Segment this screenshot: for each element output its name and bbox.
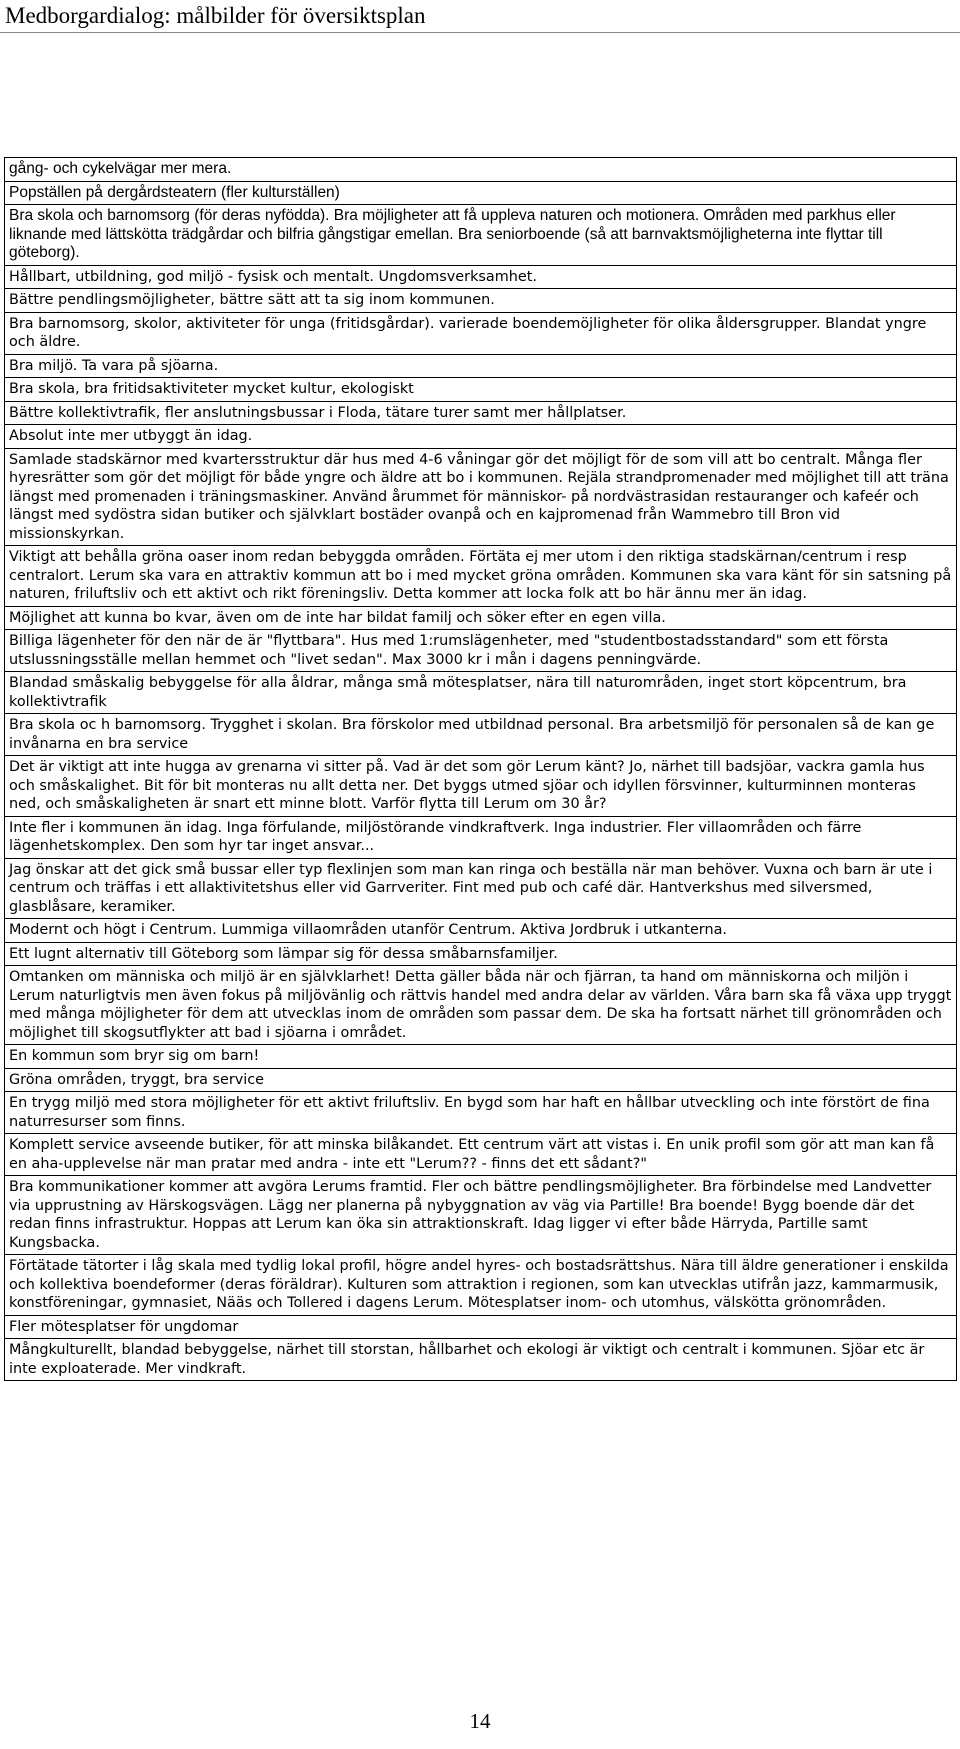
- response-row: Absolut inte mer utbyggt än idag.: [5, 424, 956, 448]
- response-row: Bra skola, bra fritidsaktiviteter mycket kultur, ekologiskt: [5, 377, 956, 401]
- response-row: Fler mötesplatser för ungdomar: [5, 1315, 956, 1339]
- response-row: Möjlighet att kunna bo kvar, även om de inte har bildat familj och söker efter en egen villa.: [5, 606, 956, 630]
- response-row: Omtanken om människa och miljö är en självklarhet! Detta gäller båda när och fjärran, ta hand om människorna och miljön i Lerum naturligtvis men även fokus på miljövänlig och rättvis handel med andra delar av världen. Våra barn ska få växa upp tryggt med många möjligheter för dem att utvecklas inom de områden som passar dem. De ska ha fortsatt närhet till grönområden och möjlighet till skogsutflykter att bad i sjöarna i området.: [5, 965, 956, 1044]
- response-row: Popställen på dergårdsteatern (fler kulturställen): [5, 181, 956, 205]
- response-row: Förtätade tätorter i låg skala med tydlig lokal profil, högre andel hyres- och bostadsrättshus. Nära till äldre generationer i enskilda och kollektiva boendeformer (deras föräldrar). Kulturen som attraktion i regionen, som kan utvecklas utifrån jazz, kammarmusik, konstföreningar, gymnasiet, Nääs och Tollered i dagens Lerum. Mötesplatser inom- och utomhus, välskötta grönområden.: [5, 1254, 956, 1315]
- response-row: Viktigt att behålla gröna oaser inom redan bebyggda områden. Förtäta ej mer utom i den riktiga stadskärnan/centrum i resp centralort. Lerum ska vara en attraktiv kommun att bo i med mycket gröna områden. Kommunen ska vara känt för sin satsning på naturen, friluftsliv och ett aktivt och rikt föreningsliv. Detta kommer att locka folk att bo här ännu mer än idag.: [5, 545, 956, 606]
- response-row: Bra skola och barnomsorg (för deras nyfödda). Bra möjligheter att få uppleva naturen och motionera. Områden med parkhus eller liknande med lättskötta trädgårdar och bilfria gångstigar emellan. Bra seniorboende (så att barnvaktsmöjligheterna inte flyttar till göteborg).: [5, 204, 956, 265]
- response-row: gång- och cykelvägar mer mera.: [9, 160, 232, 177]
- page-number: 14: [469, 1709, 491, 1733]
- title-divider: [0, 32, 960, 33]
- response-row: Ett lugnt alternativ till Göteborg som lämpar sig för dessa småbarnsfamiljer.: [5, 942, 956, 966]
- response-row: Hållbart, utbildning, god miljö - fysisk och mentalt. Ungdomsverksamhet.: [5, 265, 956, 289]
- response-row: Bra miljö. Ta vara på sjöarna.: [5, 354, 956, 378]
- response-row: Bättre pendlingsmöjligheter, bättre sätt att ta sig inom kommunen.: [5, 288, 956, 312]
- response-row: Inte fler i kommunen än idag. Inga förfulande, miljöstörande vindkraftverk. Inga industrier. Fler villaområden och färre lägenhetskomplex. Den som hyr tar inget ansvar...: [5, 816, 956, 858]
- response-row: En trygg miljö med stora möjligheter för ett aktivt friluftsliv. En bygd som har haft en hållbar utveckling och inte förstört de fina naturresurser som finns.: [5, 1091, 956, 1133]
- response-row: Bra skola oc h barnomsorg. Trygghet i skolan. Bra förskolor med utbildnad personal. Bra arbetsmiljö för personalen så de kan ge invånarna en bra service: [5, 713, 956, 755]
- response-row: Billiga lägenheter för den när de är "flyttbara". Hus med 1:rumslägenheter, med "studentbostadsstandard" som ett första utslussningsställe mellan hemmet och "livet sedan". Max 3000 kr i mån i dagens penningvärde.: [5, 629, 956, 671]
- response-table: [4, 157, 957, 1381]
- response-row: Komplett service avseende butiker, för att minska bilåkandet. Ett centrum värt att vistas i. En unik profil som gör att man kan få en aha-upplevelse när man pratar med andra - inte ett "Lerum?? - finns det ett sådant?": [5, 1133, 956, 1175]
- response-row: Mångkulturellt, blandad bebyggelse, närhet till storstan, hållbarhet och ekologi är viktigt och centralt i kommunen. Sjöar etc är inte exploaterade. Mer vindkraft.: [5, 1338, 956, 1380]
- response-row: Bra barnomsorg, skolor, aktiviteter för unga (fritidsgårdar). varierade boendemöjligheter för olika åldersgrupper. Blandat yngre och äldre.: [5, 312, 956, 354]
- response-row: Bra kommunikationer kommer att avgöra Lerums framtid. Fler och bättre pendlingsmöjligheter. Bra förbindelse med Landvetter via upprustning av Härskogsvägen. Lägg ner planerna på nybyggnation av väg via Partille! Bra boende! Bygg boende där det redan finns infrastruktur. Hoppas att Lerum kan öka sin attraktionskraft. Idag ligger vi efter både Härryda, Partille samt Kungsbacka.: [5, 1175, 956, 1254]
- response-row: Jag önskar att det gick små bussar eller typ flexlinjen som man kan ringa och beställa när man behöver. Vuxna och barn är ute i centrum och träffas i ett allaktivitetshus eller vid Garrveriter. Fint med pub och café där. Hantverkshus med silversmed, glasblåsare, keramiker.: [5, 858, 956, 919]
- response-row: Gröna områden, tryggt, bra service: [5, 1068, 956, 1092]
- response-row: Samlade stadskärnor med kvartersstruktur där hus med 4-6 våningar gör det möjligt för de som vill att bo centralt. Många fler hyresrätter som gör det möjligt för både yngre och äldre att bo i kommunen. Rejäla strandpromenader med möjlighet till att träna längst med promenaden i träningsmaskiner. Använd årummet för människor- på nordvästrasidan restauranger och kafeér och längst med sydöstra sidan butiker och självklart bostäder ovanpå och en kajpromenad från Wammebro till Bron vid missionskyrkan.: [5, 448, 956, 546]
- response-row: En kommun som bryr sig om barn!: [5, 1044, 956, 1068]
- response-row: Blandad småskalig bebyggelse för alla åldrar, många små mötesplatser, nära till naturområden, inget stort köpcentrum, bra kollektivtrafik: [5, 671, 956, 713]
- response-row: Det är viktigt att inte hugga av grenarna vi sitter på. Vad är det som gör Lerum känt? Jo, närhet till badsjöar, vackra gamla hus och småskalighet. Bit för bit monteras nu allt detta ner. Det byggs utmed sjöar och idyllen försvinner, kulturminnen monteras ned, och småskaligheten är snart ett minne blott. Varför flytta till Lerum om 30 år?: [5, 755, 956, 816]
- page-title: Medborgardialog: målbilder för översiktsplan: [5, 3, 426, 28]
- response-row: Modernt och högt i Centrum. Lummiga villaområden utanför Centrum. Aktiva Jordbruk i utkanterna.: [5, 918, 956, 942]
- response-row: Bättre kollektivtrafik, fler anslutningsbussar i Floda, tätare turer samt mer hållplatser.: [5, 401, 956, 425]
